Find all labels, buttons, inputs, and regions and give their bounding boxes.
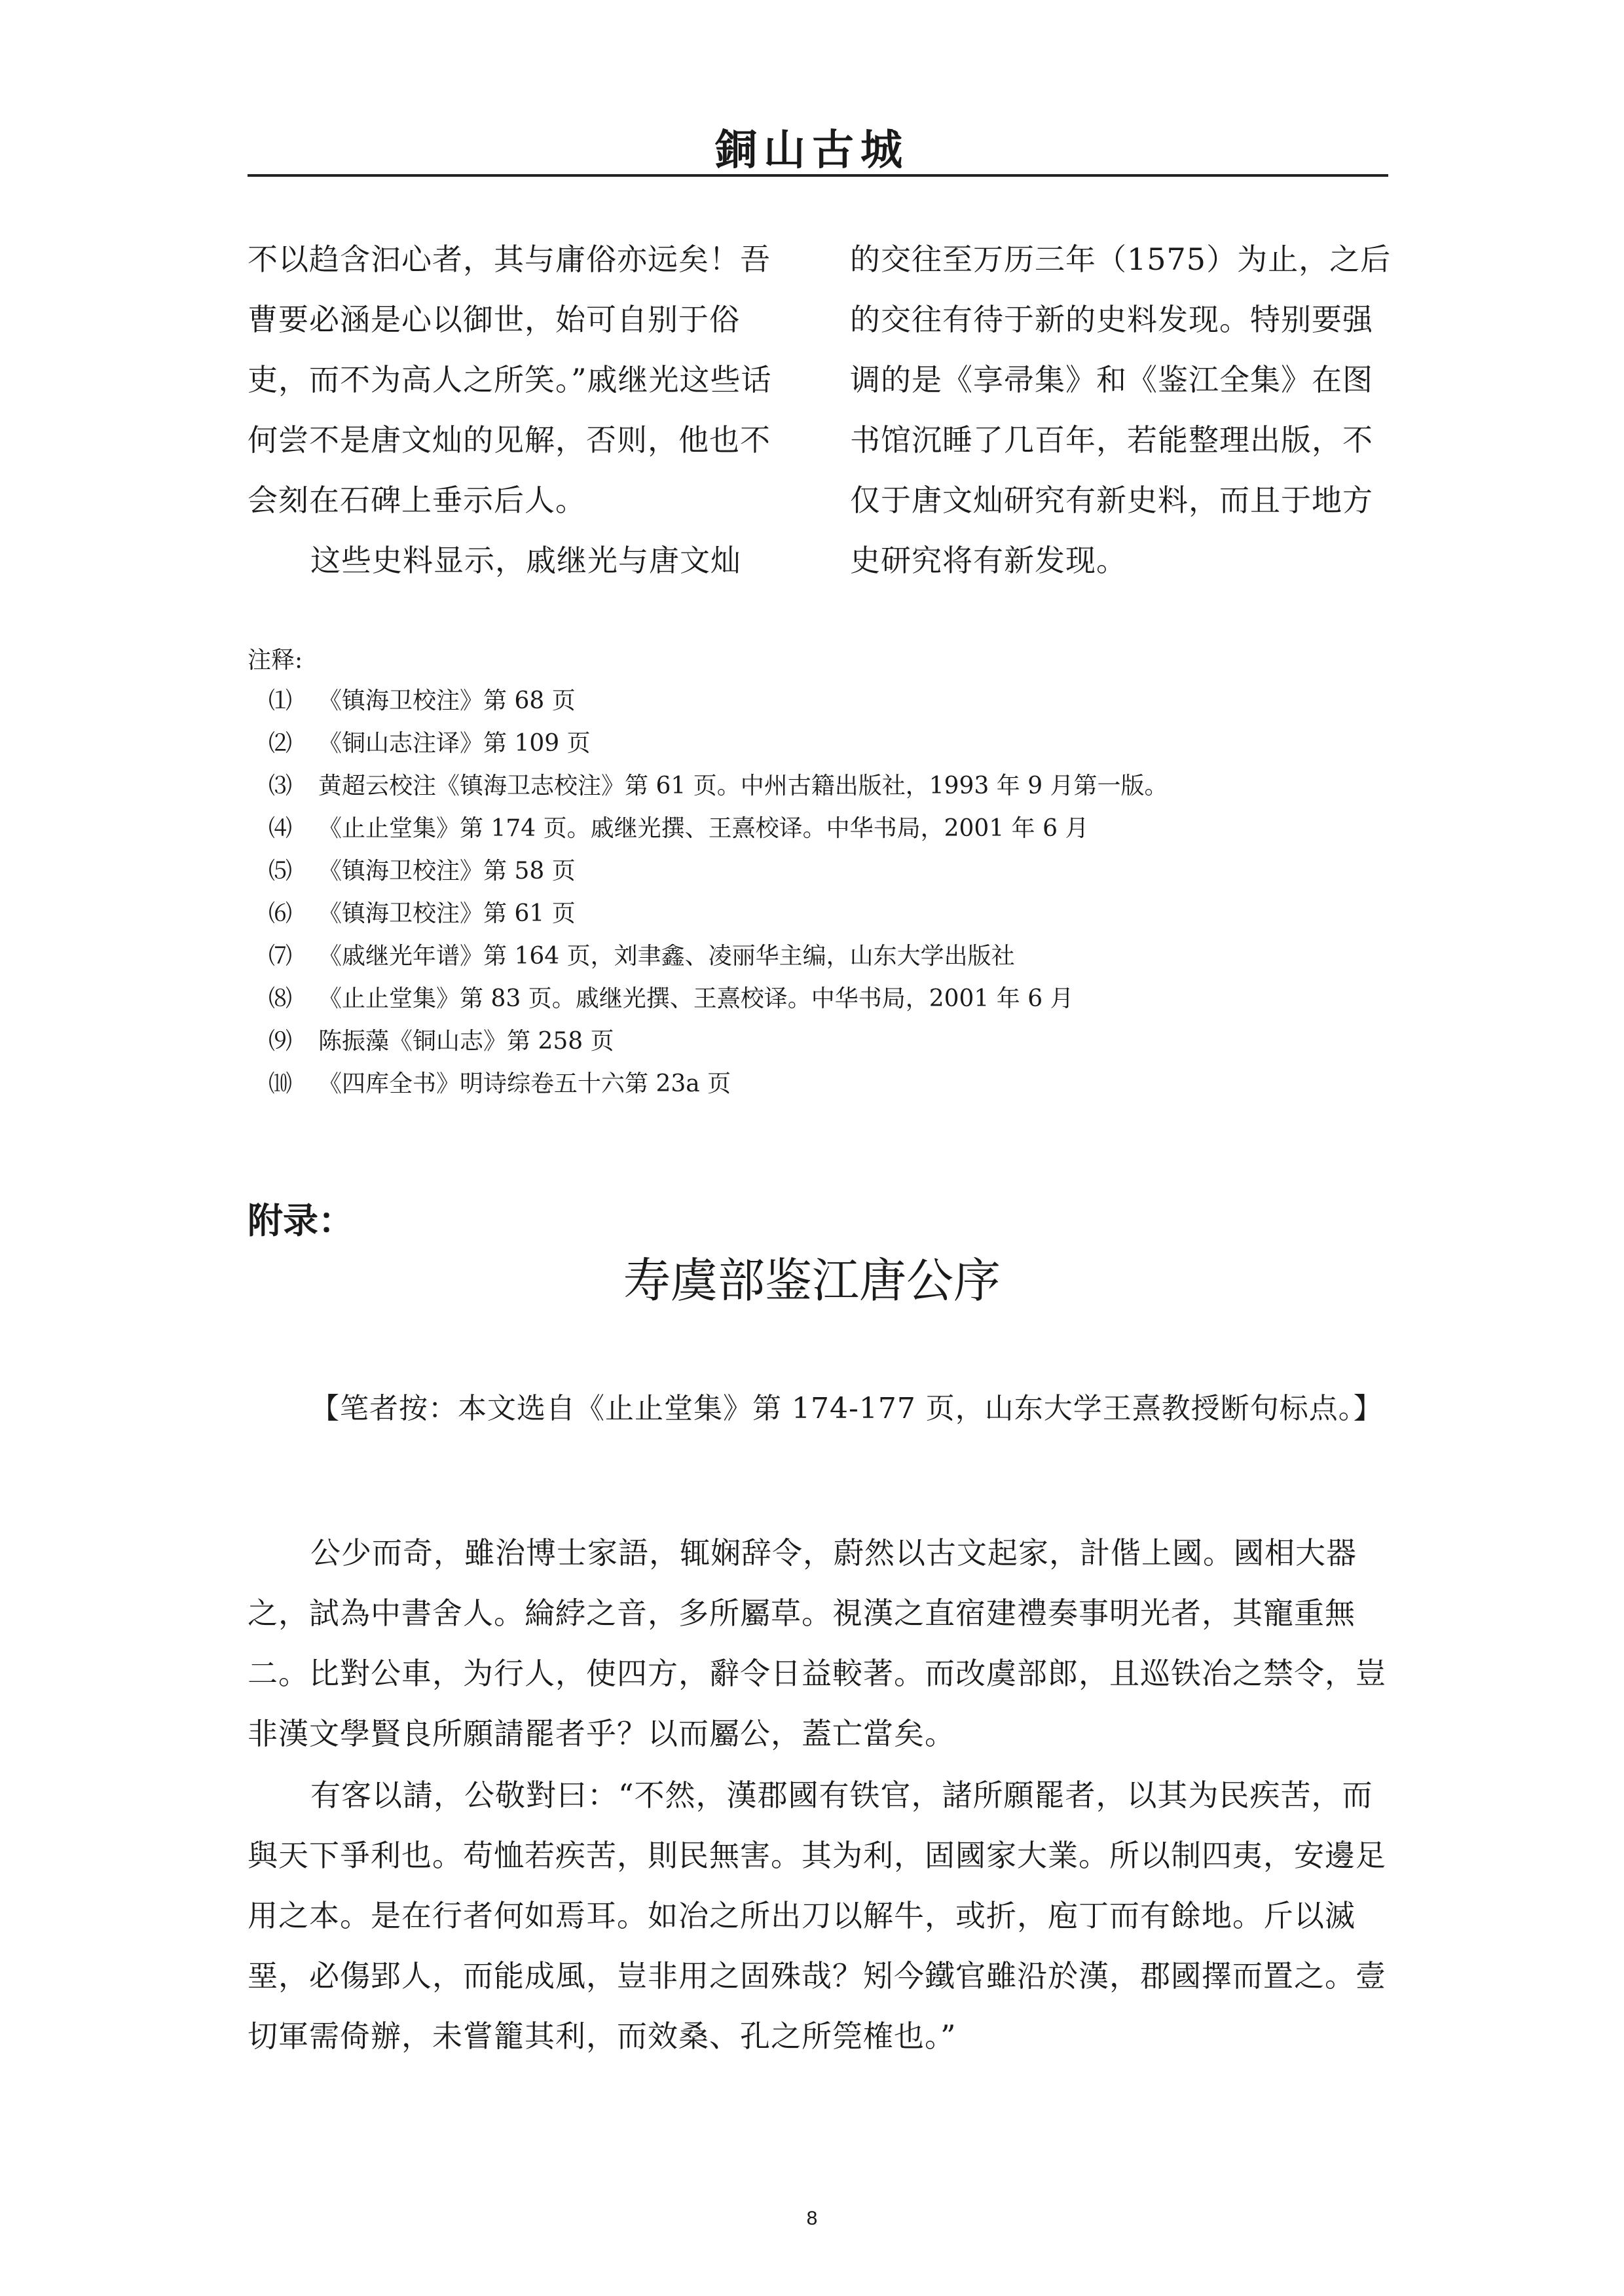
note-item (268, 935, 1382, 977)
appendix-title: 寿虞部鉴江唐公序 (623, 1253, 1001, 1308)
note-item (268, 722, 1382, 765)
note-text: 黄超云校注《镇海卫志校注》第 61 页。中州古籍出版社，1993 年 9 月第一版。 (318, 773, 1168, 799)
header-title: 銅山古城 (715, 126, 909, 175)
appendix-label: 附录： (248, 1200, 354, 1241)
editor-note: 【笔者按：本文选自《止止堂集》第 174-177 页，山东大学王熹教授断句标点。】 (310, 1392, 1383, 1425)
note-number: ⑺ (268, 943, 293, 970)
note-item (268, 1020, 1382, 1063)
left-column-paragraph: 不以趋含汩心者，其与庸俗亦远矣！吾曹要必涵是心以御世，始可自别于俗吏，而不为高人之所笑。”戚继光这些话何尝不是唐文灿的见解，否则，他也不会刻在石碑上垂示后人。 (248, 242, 772, 518)
header-rule (248, 174, 1388, 177)
note-text: 《镇海卫校注》第 68 页 (318, 687, 576, 714)
notes-list (268, 680, 1382, 1105)
page-number: 8 (806, 2208, 818, 2229)
note-item (268, 807, 1382, 850)
note-text: 陈振藻《铜山志》第 258 页 (318, 1028, 614, 1055)
left-column (248, 229, 798, 591)
note-text: 《四库全书》明诗综卷五十六第 23a 页 (318, 1070, 731, 1097)
note-text: 《止止堂集》第 174 页。戚继光撰、王熹校译。中华书局，2001 年 6 月 (318, 815, 1089, 842)
note-text: 《镇海卫校注》第 58 页 (318, 858, 576, 884)
appendix-paragraph: 公少而奇，雖治博士家語，辄娴辞令，蔚然以古文起家，計偕上國。國相大器之，試為中書舍人。綸綍之音，多所屬草。視漢之直宿建禮奏事明光者，其寵重無二。比對公車，为行人，使四方，辭令日益較著。而改虞部郎，且巡铁冶之禁令，豈非漢文學賢良所願請罷者乎？以而屬公，蓋亡當矣。 (248, 1535, 1386, 1751)
note-number: ⑻ (268, 985, 293, 1012)
note-item (268, 680, 1382, 722)
notes-label: 注释: (248, 647, 303, 674)
appendix-paragraph: 有客以請，公敬對曰：“不然，漢郡國有铁官，諸所願罷者，以其为民疾苦，而與天下爭利也。苟恤若疾苦，則民無害。其为利，固國家大業。所以制四夷，安邊足用之本。是在行者何如焉耳。如冶之所出刀以解牛，或折，庖丁而有餘地。斤以滅堊，必傷郢人，而能成風，豈非用之固殊哉？矧今鐵官雖沿於漢，郡國擇而置之。壹切軍需倚辦，未嘗籠其利，而效桑、孔之所筦榷也。” (248, 1777, 1386, 2054)
note-item (268, 977, 1382, 1020)
note-text: 《铜山志注译》第 109 页 (318, 730, 591, 757)
note-number: ⑸ (268, 858, 293, 884)
note-number: ⑶ (268, 773, 293, 799)
right-column (850, 229, 1400, 591)
note-text: 《戚继光年谱》第 164 页，刘聿鑫、凌丽华主编，山东大学出版社 (318, 943, 1015, 970)
note-number: ⑼ (268, 1028, 293, 1055)
note-number: ⑹ (268, 900, 293, 927)
note-item (268, 850, 1382, 892)
left-column-paragraph: 这些史料显示，戚继光与唐文灿 (310, 543, 741, 578)
note-text: 《镇海卫校注》第 61 页 (318, 900, 576, 927)
note-number: ⑷ (268, 815, 293, 842)
note-number: ⑴ (268, 687, 293, 714)
note-item (268, 892, 1382, 935)
note-item (268, 765, 1382, 807)
note-number: ⑽ (268, 1070, 293, 1097)
note-text: 《止止堂集》第 83 页。戚继光撰、王熹校译。中华书局，2001 年 6 月 (318, 985, 1074, 1012)
note-item (268, 1063, 1382, 1105)
note-number: ⑵ (268, 730, 293, 757)
right-column-paragraph: 的交往至万历三年（1575）为止，之后的交往有待于新的史料发现。特别要强调的是《享帚集》和《鉴江全集》在图书馆沉睡了几百年，若能整理出版，不仅于唐文灿研究有新史料，而且于地方史研究将有新发现。 (850, 242, 1392, 578)
